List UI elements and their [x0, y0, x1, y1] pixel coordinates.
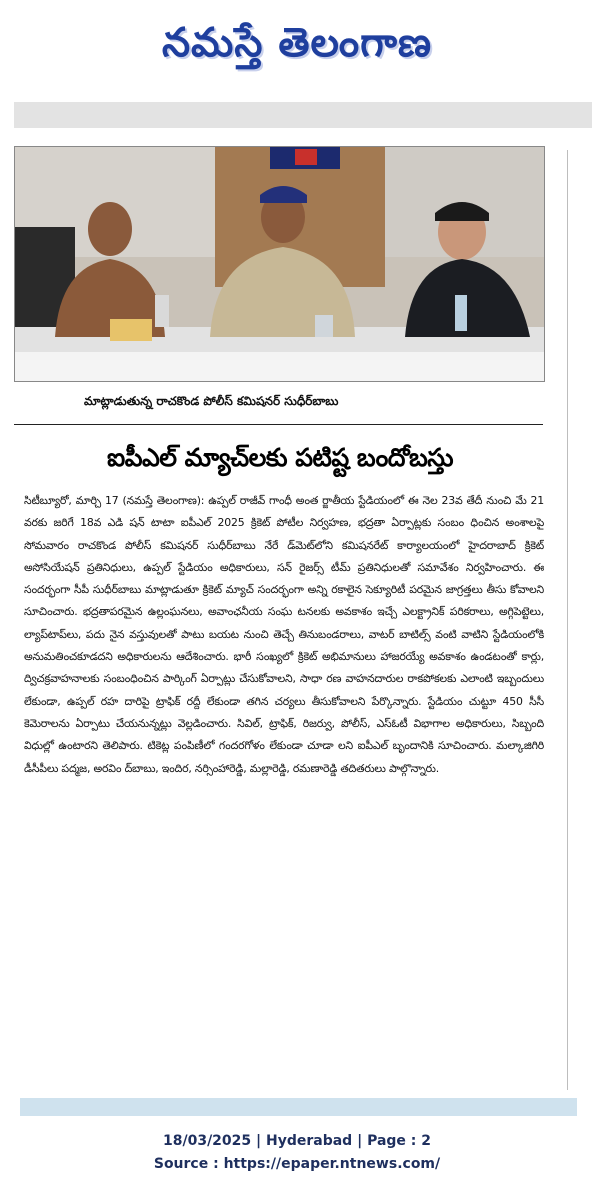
- masthead-title: నమస్తే తెలంగాణ: [161, 20, 433, 66]
- footer: [0, 1130, 594, 1176]
- masthead: [0, 0, 594, 96]
- footer-date-line: 18/03/2025 | Hyderabad | Page : 2: [162, 1133, 432, 1149]
- header-band: [14, 102, 592, 128]
- article-body: సిటీబ్యూరో, మార్చి 17 (నమస్తే తెలంగాణ): ఉప్పల్ రాజీవ్ గాంధీ అంత ర్జాతీయ స్టేడియంలో ఈ నెల 23వ తేదీ నుంచి మే 21 వరకు జరిగే 18వ ఎడి షన్ టాటా ఐపీఎల్ 2025 క్రికెట్ పోటీల నిర్వహణ, భద్రతా ఏర్పాట్లకు సంబం ధించిన అంశాలపై సోమవారం రాచకొండ పోలీస్ కమిషనర్ సుధీర్‌బాబు నేరే డ్‌మెట్‌లోని కమిషనరేట్ కార్యాలయంలో హైదరాబాద్ క్రికెట్ అసోసియేషన్ ప్రతినిధులు, ఉప్పల్ స్టేడియం అధికారులు, సన్ రైజర్స్ టీమ్ ప్రతినిధులతో సమావేశం నిర్వహించారు. ఈ సందర్భంగా సీపీ సుధీర్‌బాబు మాట్లాడుతూ క్రికెట్ మ్యాచ్ సందర్భంగా అన్ని రకాలైన సెక్యూరిటీ పరమైన జాగ్రత్తలు తీసు కోవాలని సూచించారు. భద్రతాపరమైన ఉల్లంఘనలు, అవాంఛనీయ సంఘ టనలకు అవకాశం ఇచ్చే ఎలక్ట్రానిక్ పరికరాలు, అగ్గిపెట్టెలు, ల్యాప్‌టాప్‌లు, పదు నైన వస్తువులతో పాటు బయట నుంచి తెచ్చే తినుబండరాలు, వాటర్ బాటిల్స్ వంటి వాటిని స్టేడియంలోకి అనుమతించకూడదని అధికారులను ఆదేశించారు. భారీ సంఖ్యలో క్రికెట్ అభిమానులు హాజరయ్యే అవకాశం ఉండటంతో కార్లు, ద్విచక్రవాహనాలకు సంబంధించిన పార్కింగ్ ఏర్పాట్లు చేసుకోవాలని, సాధా రణ వాహనదారుల రాకపోకలకు ఎలాంటి ఇబ్బందులు లేకుండా, ఉప్పల్ రహ దారిపై ట్రాఫిక్ రద్దీ లేకుండా తగిన చర్యలు తీసుకోవాలని పేర్కొన్నారు. స్టేడియం చుట్టూ 450 సీసీ కెమెరాలను ఏర్పాటు చేయనున్నట్లు వెల్లడించారు. సివిల్, ట్రాఫిక్, రిజర్వు, పోలీస్, ఎస్‌ఓటీ విభాగాల అధికారులు, సిబ్బంది విధుల్లో ఉంటారని తెలిపారు. టికెట్ల పంపిణీలో గందరగోళం లేకుండా చూడా లని ఐపీఎల్ బృందానికి సూచించారు. మల్కాజిగిరి డీసీపీలు పద్మజ, అరవిం ద్‌బాబు, ఇందిర, నర్సింహారెడ్డి, మల్లారెడ్డి, రమణారెడ్డి తదితరులు పాల్గొన్నారు.: [24, 494, 544, 775]
- column-divider: [567, 150, 568, 1090]
- next-article-strip: [20, 1098, 577, 1116]
- caption-divider: [14, 424, 543, 425]
- photo-caption: మాట్లాడుతున్న రాచకొండ పోలీస్ కమిషనర్ సుధీర్‌బాబు: [84, 394, 339, 408]
- news-photo: [14, 146, 545, 382]
- footer-source-line: Source : https://epaper.ntnews.com/: [153, 1156, 441, 1172]
- article-headline: ఐపీఎల్ మ్యాచ్‌లకు పటిష్ట బందోబస్తు: [107, 443, 453, 472]
- meeting-photo-illustration: [15, 147, 544, 381]
